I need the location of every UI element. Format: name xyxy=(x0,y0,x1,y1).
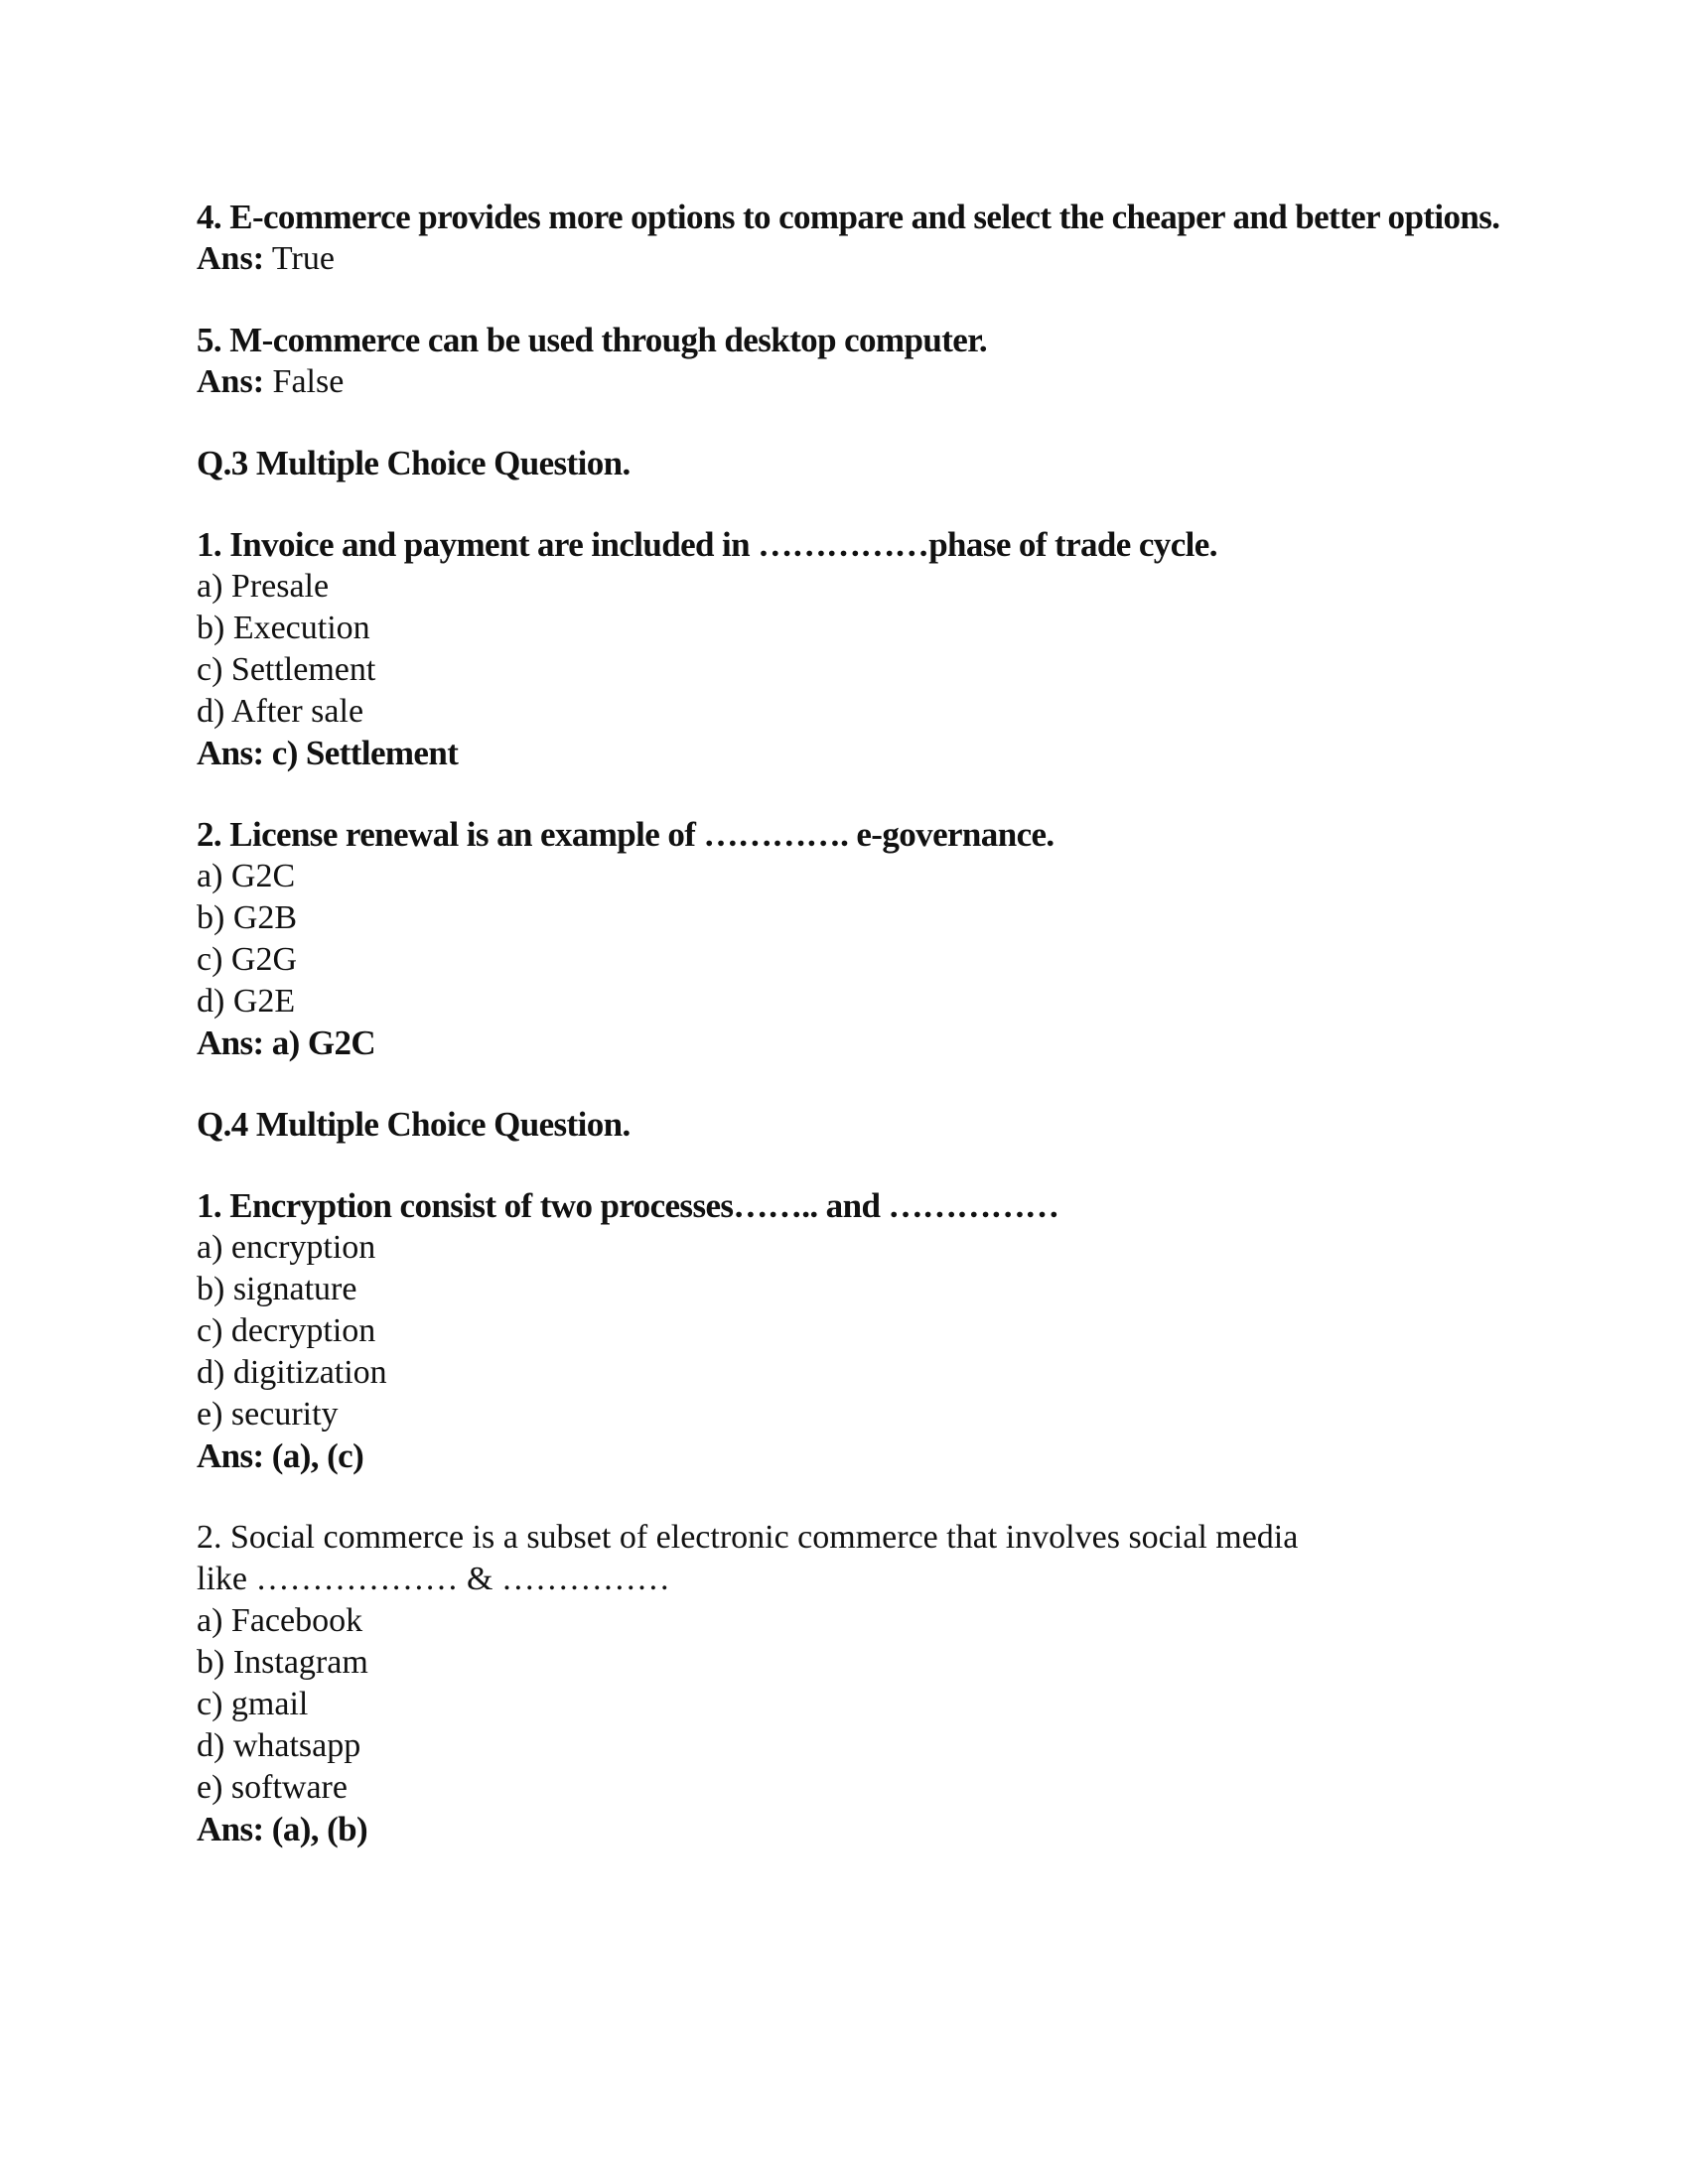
option-a: a) G2C xyxy=(197,858,296,894)
option-b: b) signature xyxy=(197,1271,357,1307)
answer-5 xyxy=(197,361,1507,403)
option-c: c) G2G xyxy=(197,941,298,978)
q4-answer-1: Ans: (a), (c) xyxy=(197,1436,364,1475)
option-d: d) whatsapp xyxy=(197,1727,361,1764)
q3-answer-1: Ans: c) Settlement xyxy=(197,734,459,772)
answer-label: Ans: xyxy=(197,240,265,277)
q3-question-1: 1. Invoice and payment are included in ……………phase of trade cycle. xyxy=(197,525,1217,564)
answer-value: False xyxy=(272,363,345,400)
option-d: d) digitization xyxy=(197,1354,387,1391)
q4-question-2-line-1: 2. Social commerce is a subset of electronic commerce that involves social media xyxy=(197,1519,1299,1556)
question-5: 5. M-commerce can be used through desktop computer. xyxy=(197,321,988,359)
q3-answer-2: Ans: a) G2C xyxy=(197,1024,376,1062)
option-a: a) encryption xyxy=(197,1229,376,1266)
option-e: e) security xyxy=(197,1396,339,1433)
answer-label: Ans: xyxy=(197,363,265,400)
option-c: c) Settlement xyxy=(197,651,376,688)
option-b: b) Execution xyxy=(197,610,370,646)
q4-answer-2: Ans: (a), (b) xyxy=(197,1810,368,1848)
section-heading-q3: Q.3 Multiple Choice Question. xyxy=(197,444,631,482)
option-d: d) G2E xyxy=(197,983,296,1020)
option-c: c) gmail xyxy=(197,1686,309,1722)
option-a: a) Facebook xyxy=(197,1602,363,1639)
answer-value: True xyxy=(271,240,335,277)
option-a: a) Presale xyxy=(197,568,330,605)
option-e: e) software xyxy=(197,1769,348,1806)
question-4: 4. E-commerce provides more options to compare and select the cheaper and better options. xyxy=(197,198,1500,236)
option-b: b) Instagram xyxy=(197,1644,368,1681)
q3-question-2: 2. License renewal is an example of …………. e-governance. xyxy=(197,815,1055,854)
document-page xyxy=(197,197,1507,1850)
section-heading-q4: Q.4 Multiple Choice Question. xyxy=(197,1105,631,1144)
answer-4 xyxy=(197,238,1507,280)
option-d: d) After sale xyxy=(197,693,364,730)
q4-question-1: 1. Encryption consist of two processes…….. and …………… xyxy=(197,1186,1059,1225)
q4-question-2-line-2: like ……………… & …………… xyxy=(197,1561,670,1597)
option-b: b) G2B xyxy=(197,899,298,936)
option-c: c) decryption xyxy=(197,1312,376,1349)
